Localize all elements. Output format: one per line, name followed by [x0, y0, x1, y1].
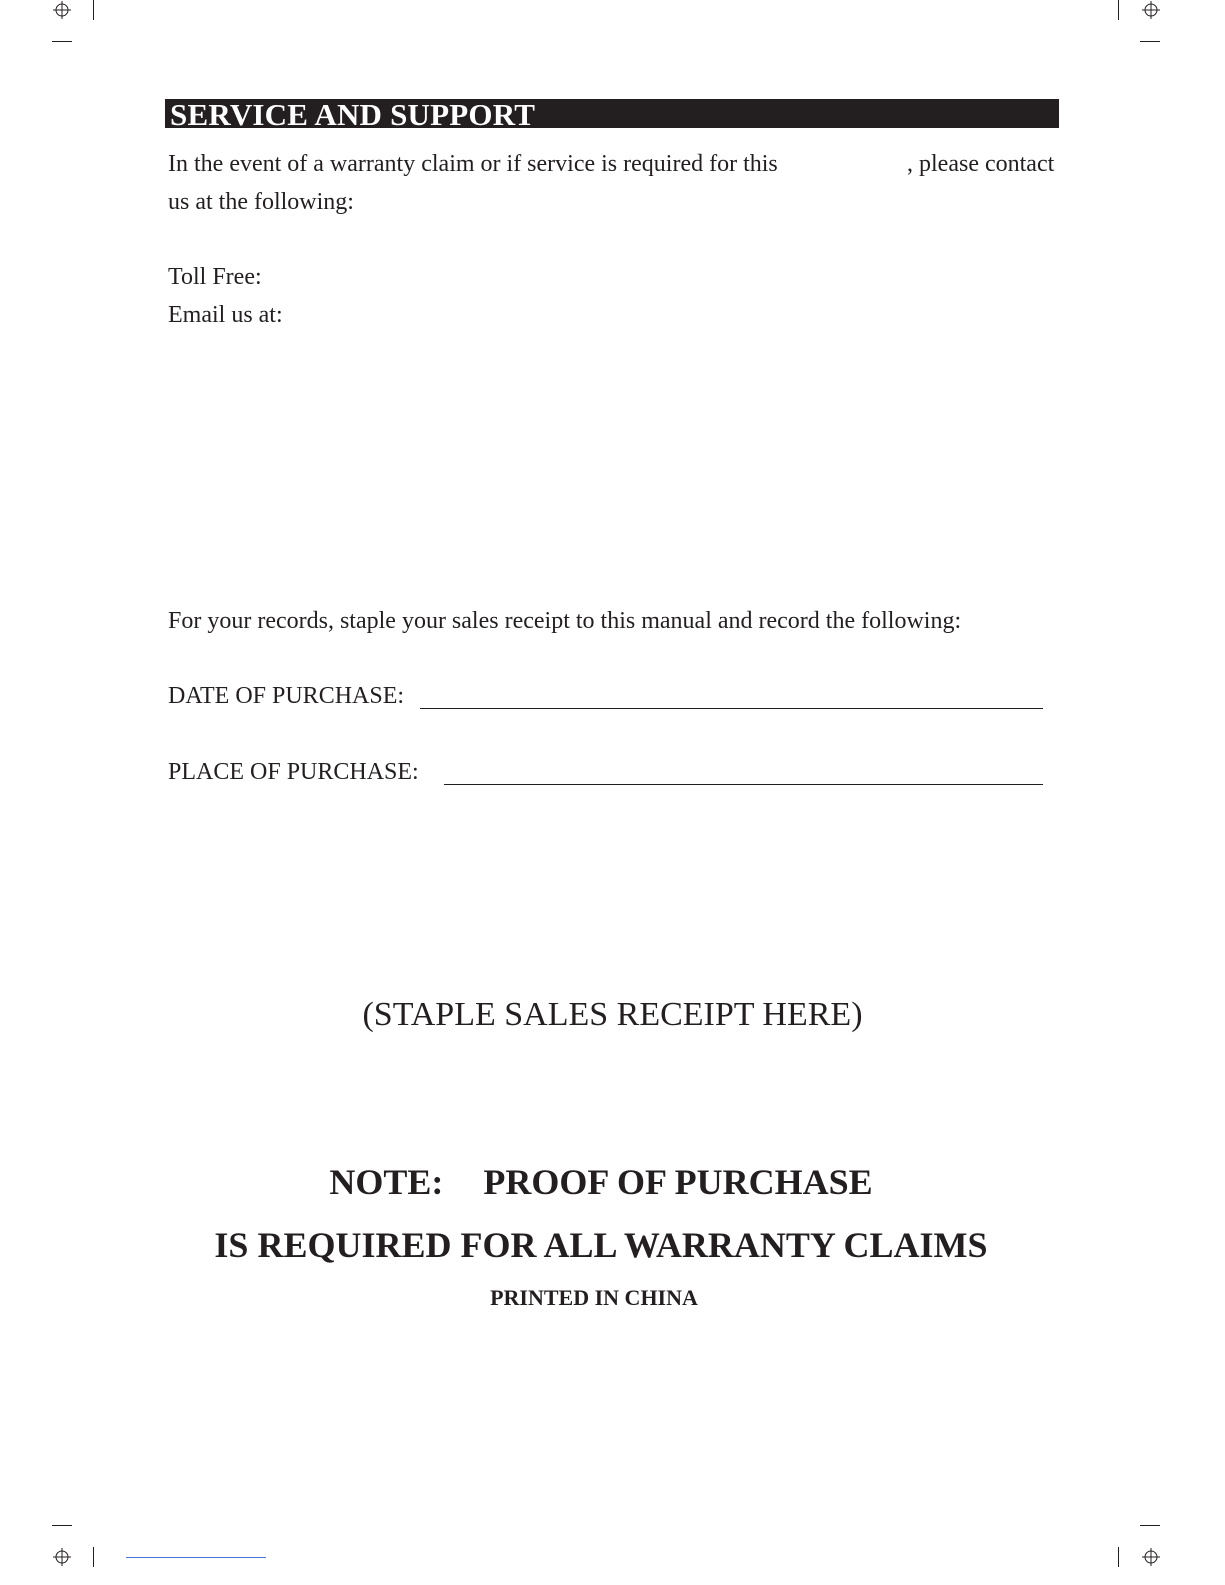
- intro-text-part-1: In the event of a warranty claim or if service is required for this: [168, 151, 778, 177]
- records-instruction: For your records, staple your sales receipt to this manual and record the following:: [168, 608, 962, 634]
- place-of-purchase-label: PLACE OF PURCHASE:: [168, 759, 419, 785]
- date-of-purchase-line[interactable]: [420, 708, 1043, 709]
- note-text: PROOF OF PURCHASE: [483, 1162, 873, 1202]
- blue-rule-bottom: [126, 1557, 266, 1558]
- crop-mark-top-left-vertical: [93, 0, 94, 20]
- intro-text-part-2: , please contact: [907, 151, 1055, 177]
- printed-in-text: PRINTED IN CHINA: [490, 1285, 698, 1310]
- registration-mark-top-left-icon: [53, 1, 71, 19]
- section-header: [165, 97, 1059, 132]
- intro-line-2: us at the following:: [168, 189, 354, 215]
- date-of-purchase-label: DATE OF PURCHASE:: [168, 683, 405, 709]
- section-title: SERVICE AND SUPPORT: [170, 97, 536, 132]
- intro-line-1-end: [907, 145, 1054, 183]
- crop-mark-bottom-left-vertical: [93, 1547, 94, 1567]
- registration-mark-top-right-icon: [1142, 1, 1160, 19]
- intro-line-1: [168, 145, 778, 183]
- registration-mark-bottom-right-icon: [1142, 1548, 1160, 1566]
- crop-mark-bottom-left-horizontal: [52, 1525, 72, 1526]
- crop-mark-bottom-right-vertical: [1118, 1547, 1119, 1567]
- crop-mark-top-right-horizontal: [1140, 41, 1160, 42]
- note-line-2: IS REQUIRED FOR ALL WARRANTY CLAIMS: [214, 1225, 988, 1265]
- crop-mark-top-left-horizontal: [52, 41, 72, 42]
- crop-mark-top-right-vertical: [1118, 0, 1119, 20]
- crop-mark-bottom-right-horizontal: [1140, 1525, 1160, 1526]
- registration-mark-bottom-left-icon: [53, 1548, 71, 1566]
- note-label: NOTE:: [329, 1162, 444, 1202]
- toll-free-label: Toll Free:: [168, 264, 262, 290]
- email-label: Email us at:: [168, 302, 283, 328]
- note-line-1: [0, 1161, 1202, 1203]
- place-of-purchase-line[interactable]: [444, 784, 1043, 785]
- staple-receipt-text: (STAPLE SALES RECEIPT HERE): [362, 996, 863, 1033]
